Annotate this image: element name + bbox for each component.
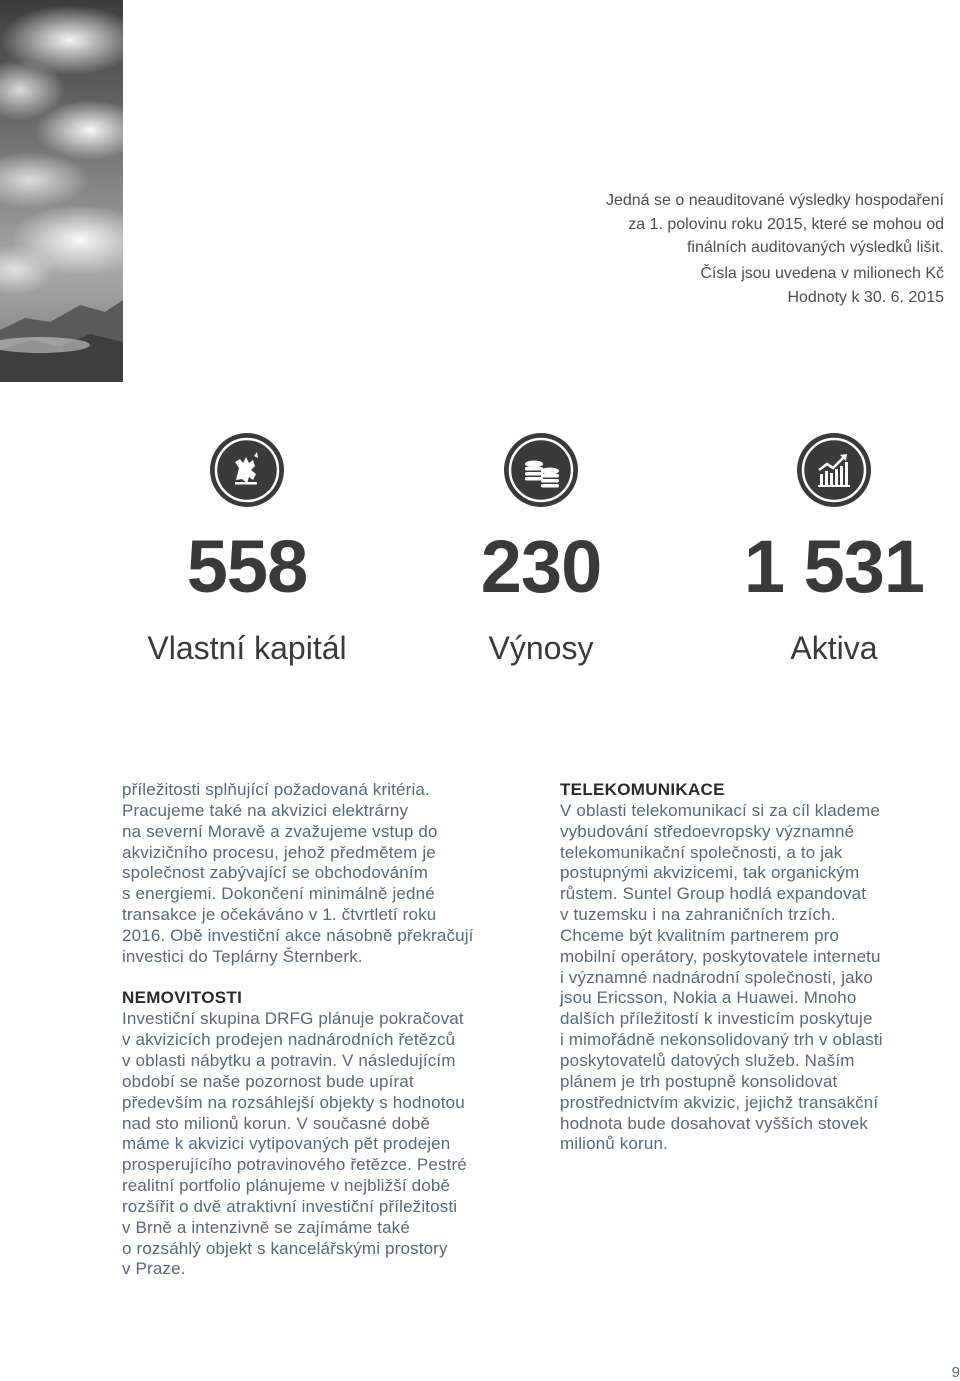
text-line: v tuzemsku i na zahraničních trzích.: [560, 905, 836, 925]
text-line: prosperujícího potravinového řetězce. Pestré: [122, 1155, 467, 1175]
text-line: příležitosti splňující požadovaná kritéria.: [122, 780, 430, 799]
text-line: Pracujeme také na akvizici elektrárny: [122, 800, 409, 820]
real-estate-paragraph: [122, 1009, 522, 1280]
text-line: investici do Teplárny Šternberk.: [122, 946, 363, 966]
text-line: 2016. Obě investiční akce násobně překračují: [122, 925, 474, 945]
text-line: Chceme být kvalitním partnerem pro: [560, 925, 840, 945]
text-line: prostřednictvím akvizic, jejichž transakční: [560, 1092, 879, 1112]
note-line: Čísla jsou uvedena v milionech Kč: [700, 265, 944, 282]
text-line: transakce je očekáváno v 1. čtvrtletí roku: [122, 905, 437, 925]
note-line: za 1. polovinu roku 2015, které se mohou od: [628, 215, 944, 233]
section-heading-real-estate: NEMOVITOSTI: [122, 988, 243, 1008]
text-line: období se naše pozornost bude upírat: [122, 1071, 414, 1091]
text-line: plánem je trh postupně konsolidovat: [560, 1071, 838, 1091]
right-column: [560, 780, 960, 1155]
text-line: rozšířit o dvě atraktivní investiční příležitosti: [122, 1196, 458, 1216]
note-line: Hodnoty k 30. 6. 2015: [787, 288, 944, 306]
text-line: především na rozsáhlejší objekty s hodnotou: [122, 1092, 465, 1112]
text-line: Investiční skupina DRFG plánuje pokračovat: [122, 1009, 464, 1029]
text-line: mobilní operátory, poskytovatele internetu: [560, 946, 881, 966]
text-line: v akvizicích prodejen nadnárodních řetězců: [122, 1030, 456, 1050]
stat-value: 1 531: [743, 525, 925, 608]
note-line: Jedná se o neauditované výsledky hospodaření: [605, 192, 944, 209]
lion-emblem-icon: [209, 432, 285, 508]
stat-value: 558: [186, 525, 308, 608]
stat-label: Aktiva: [790, 630, 878, 666]
text-line: růstem. Suntel Group hodlá expandovat: [560, 884, 867, 904]
coins-stack-icon: [503, 432, 579, 508]
stat-assets: [684, 432, 960, 664]
text-line: akvizičního procesu, jehož předmětem je: [122, 842, 436, 862]
units-note: [464, 262, 944, 309]
growth-chart-icon: [796, 432, 872, 508]
intro-paragraph: [122, 780, 522, 968]
text-line: o rozsáhlý objekt s kancelářskými prostory: [122, 1238, 448, 1258]
text-line: na severní Moravě a zvažujeme vstup do: [122, 821, 438, 841]
disclaimer-note: [464, 189, 944, 260]
stat-revenue: [391, 432, 691, 664]
text-line: v oblasti nábytku a potravin. V následujícím: [122, 1050, 456, 1070]
text-line: dalších příležitostí k investicím poskytuje: [560, 1009, 873, 1029]
text-line: vybudování středoevropsky významné: [560, 821, 855, 841]
text-line: V oblasti telekomunikací si za cíl klademe: [560, 800, 880, 820]
text-line: v Praze.: [122, 1259, 186, 1279]
text-line: hodnota bude dosahovat vyšších stovek: [560, 1113, 868, 1133]
section-heading-telecom: TELEKOMUNIKACE: [560, 780, 725, 799]
text-line: v Brně a intenzivně se zajímáme také: [122, 1217, 410, 1237]
stat-value: 230: [480, 525, 602, 608]
text-line: postupnými akvizicemi, tak organickým: [560, 863, 860, 883]
text-line: i mimořádně nekonsolidovaný trh v oblasti: [560, 1030, 883, 1050]
page-number: 9: [951, 1364, 960, 1381]
text-line: máme k akvizici vytipovaných pět prodejen: [122, 1134, 451, 1154]
left-column: [122, 780, 522, 1280]
stat-label: Výnosy: [488, 630, 594, 666]
text-line: milionů korun.: [560, 1134, 668, 1154]
text-line: společnost zabývající se obchodováním: [122, 863, 429, 883]
text-line: nad sto milionů korun. V současné době: [122, 1113, 431, 1133]
text-line: jsou Ericsson, Nokia a Huawei. Mnoho: [560, 988, 857, 1008]
text-line: telekomunikační společnosti, a to jak: [560, 842, 843, 862]
text-line: s energiemi. Dokončení minimálně jedné: [122, 884, 435, 904]
cloud-landscape-photo: [0, 0, 123, 382]
text-line: realitní portfolio plánujeme v nejbližší době: [122, 1176, 451, 1196]
note-line: finálních auditovaných výsledků lišit.: [686, 239, 944, 256]
stat-equity: [97, 432, 397, 664]
telecom-paragraph: [560, 801, 960, 1155]
text-line: poskytovatelů datových služeb. Naším: [560, 1050, 855, 1070]
text-line: i významné nadnárodní společnosti, jako: [560, 967, 873, 987]
stat-label: Vlastní kapitál: [147, 630, 347, 666]
